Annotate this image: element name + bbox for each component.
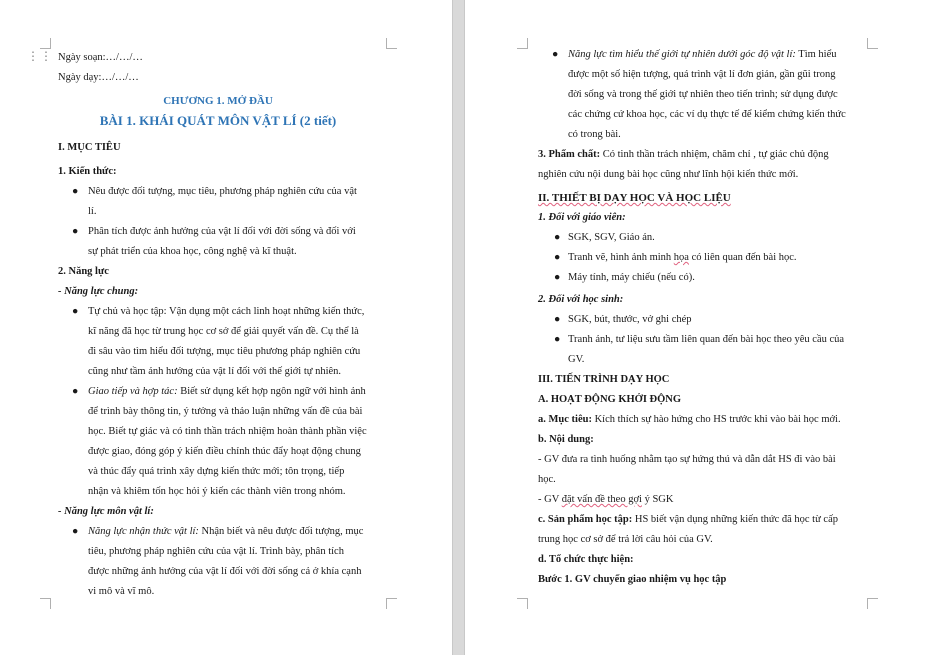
bullet-icon: ● bbox=[554, 314, 561, 325]
bullet-icon: ● bbox=[72, 186, 79, 197]
text-line: được những ảnh hưởng của vật lí đối với đời sống cả ở khía cạnh bbox=[88, 566, 362, 577]
list-item bbox=[538, 45, 868, 145]
text-line: Tranh vẽ, hình ảnh minh bbox=[568, 252, 674, 263]
text-line: GV. bbox=[568, 354, 585, 365]
subheading: 1. Đối với giáo viên: bbox=[538, 212, 626, 223]
subheading: - Năng lực môn vật lí: bbox=[58, 506, 154, 517]
step-heading: Bước 1. GV chuyển giao nhiệm vụ học tập bbox=[538, 574, 727, 585]
text-line: ý SGK bbox=[641, 494, 674, 505]
page-left-content bbox=[58, 48, 378, 602]
text-line: học. Biết tự giác và có tinh thần trách nhiệm hoàn thành phần việc bbox=[88, 426, 367, 437]
list-item bbox=[58, 182, 378, 222]
lesson-title: BÀI 1. KHÁI QUÁT MÔN VẬT LÍ (2 tiết) bbox=[99, 113, 337, 128]
subheading: - Năng lực chung: bbox=[58, 286, 139, 297]
text-line: được một số hiện tượng, quá trình vật lí đơn giản, gần gũi trong bbox=[568, 69, 836, 80]
text-line: nghiên cứu nội dung bài học cũng như lĩnh hội kiến thức mới. bbox=[538, 169, 799, 180]
spelling-flag: họa bbox=[673, 252, 689, 263]
item-label: a. Mục tiêu: bbox=[538, 414, 592, 425]
text-line: trung học cơ sở để trả lời câu hỏi của GV. bbox=[538, 534, 713, 545]
margin-mark bbox=[517, 598, 528, 609]
text-line: có liên quan đến bài học. bbox=[688, 252, 797, 263]
text-line: Nêu được đối tượng, mục tiêu, phương pháp nghiên cứu của vật bbox=[88, 186, 357, 197]
subheading: 2. Năng lực bbox=[58, 266, 109, 277]
text-line: Phân tích được ảnh hưởng của vật lí đối với đời sống và đối với bbox=[88, 226, 356, 237]
subheading: 1. Kiến thức: bbox=[58, 166, 117, 177]
item-label: Năng lực tìm hiểu thế giới tự nhiên dưới góc độ vật lí: bbox=[568, 49, 796, 60]
text-line: lí. bbox=[88, 206, 97, 217]
text-line: cũng như tầm ảnh hưởng của vật lí đối với thế giới tự nhiên. bbox=[88, 366, 342, 377]
text-line: Có tinh thần trách nhiệm, chăm chỉ , tự giác chủ động bbox=[600, 149, 829, 160]
text-line: kĩ năng đã học từ trung học cơ sở để giải quyết vấn đề. Cụ thể là bbox=[88, 326, 359, 337]
list-item bbox=[538, 310, 868, 330]
bullet-icon: ● bbox=[72, 526, 79, 537]
text-line: SGK, SGV, Giáo án. bbox=[568, 232, 655, 243]
margin-mark bbox=[40, 598, 51, 609]
item-label: c. Sản phẩm học tập: bbox=[538, 514, 633, 525]
bullet-icon: ● bbox=[72, 226, 79, 237]
text-line: SGK, bút, thước, vở ghi chép bbox=[568, 314, 692, 325]
list-item bbox=[58, 222, 378, 262]
list-item bbox=[538, 248, 868, 268]
margin-mark bbox=[386, 598, 397, 609]
move-handle-icon[interactable]: ⋮⋮ bbox=[27, 49, 53, 63]
subheading: 2. Đối với học sinh: bbox=[538, 294, 624, 305]
text-line: Biết sử dụng kết hợp ngôn ngữ với hình ảnh bbox=[177, 386, 366, 397]
text-line: có trong bài. bbox=[568, 129, 621, 140]
text-line: HS biết vận dụng những kiến thức đã học từ cấp bbox=[632, 514, 838, 525]
subheading: b. Nội dung: bbox=[538, 434, 594, 445]
list-item bbox=[58, 382, 378, 502]
date-teach: Ngày dạy:…/…/… bbox=[58, 72, 139, 83]
item-label: Năng lực nhận thức vật lí: bbox=[88, 526, 199, 537]
section-heading: I. MỤC TIÊU bbox=[58, 142, 121, 153]
list-item bbox=[538, 330, 868, 370]
margin-mark bbox=[40, 38, 51, 49]
date-prepare: Ngày soạn:…/…/… bbox=[58, 52, 143, 63]
bullet-icon: ● bbox=[554, 232, 561, 243]
page-right-content bbox=[538, 45, 868, 590]
spelling-flag: đặt vấn đề theo gợi bbox=[561, 494, 642, 505]
text-line: nhận và khiêm tốn học hỏi ý kiến các thành viên trong nhóm. bbox=[88, 486, 346, 497]
list-item bbox=[538, 268, 868, 288]
chapter-title: CHƯƠNG 1. MỞ ĐẦU bbox=[163, 95, 273, 107]
item-label: Giao tiếp và hợp tác: bbox=[88, 386, 178, 397]
list-item bbox=[538, 228, 868, 248]
text-line: - GV đưa ra tình huống nhằm tạo sự hứng thú và dẫn dắt HS đi vào bài bbox=[538, 454, 836, 465]
margin-mark bbox=[386, 38, 397, 49]
text-line: để trình bày thông tin, ý tưởng và thảo luận những vấn đề của bài bbox=[88, 406, 363, 417]
list-item bbox=[58, 522, 378, 602]
text-line: - GV bbox=[538, 494, 562, 505]
margin-mark bbox=[517, 38, 528, 49]
bullet-icon: ● bbox=[554, 272, 561, 283]
section-heading: II. THIẾT BỊ DẠY HỌC VÀ HỌC LIỆU bbox=[538, 192, 731, 204]
text-line: sự phát triển của khoa học, công nghệ và kĩ thuật. bbox=[88, 246, 297, 257]
text-line: vi mô và vĩ mô. bbox=[88, 586, 155, 597]
text-line: Tự chủ và học tập: Vận dụng một cách linh hoạt những kiến thức, bbox=[88, 306, 365, 317]
text-line: Tìm hiểu bbox=[795, 49, 837, 60]
bullet-icon: ● bbox=[552, 49, 559, 60]
text-line: các chứng cứ khoa học, các ví dụ thực tế để kiểm chứng kiến thức bbox=[568, 109, 846, 120]
list-item bbox=[58, 302, 378, 382]
bullet-icon: ● bbox=[554, 334, 561, 345]
text-line: tiêu, phương pháp nghiên cứu của vật lí. Trình bày, phân tích bbox=[88, 546, 344, 557]
item-label: 3. Phẩm chất: bbox=[538, 149, 601, 160]
text-line: Máy tính, máy chiếu (nếu có). bbox=[568, 272, 695, 283]
margin-mark bbox=[867, 38, 878, 49]
text-line: Nhận biết và nêu được đối tượng, mục bbox=[198, 526, 364, 537]
page-gap bbox=[452, 0, 465, 655]
text-line: đời sống và trong thế giới tự nhiên theo tiến trình; sử dụng được bbox=[568, 89, 838, 100]
bullet-icon: ● bbox=[554, 252, 561, 263]
section-heading: III. TIẾN TRÌNH DẠY HỌC bbox=[538, 374, 670, 385]
subheading: d. Tổ chức thực hiện: bbox=[538, 554, 634, 565]
bullet-icon: ● bbox=[72, 306, 79, 317]
text-line: Kích thích sự hào hứng cho HS trước khi vào bài học mới. bbox=[591, 414, 841, 425]
subheading: A. HOẠT ĐỘNG KHỞI ĐỘNG bbox=[538, 394, 682, 405]
text-line: được giao, đóng góp ý kiến điều chỉnh thúc đẩy hoạt động chung bbox=[88, 446, 361, 457]
text-line: học. bbox=[538, 474, 556, 485]
document-page-right bbox=[465, 0, 930, 655]
margin-mark bbox=[867, 598, 878, 609]
text-line: Tranh ảnh, tư liệu sưu tầm liên quan đến bài học theo yêu cầu của bbox=[568, 334, 845, 345]
text-line: và thúc đẩy quá trình xây dựng kiến thức mới; tôn trọng, tiếp bbox=[88, 466, 345, 477]
text-line: đi sâu vào tìm hiểu đối tượng, mục tiêu phương pháp nghiên cứu bbox=[88, 346, 361, 357]
document-page-left bbox=[0, 0, 452, 655]
bullet-icon: ● bbox=[72, 386, 79, 397]
